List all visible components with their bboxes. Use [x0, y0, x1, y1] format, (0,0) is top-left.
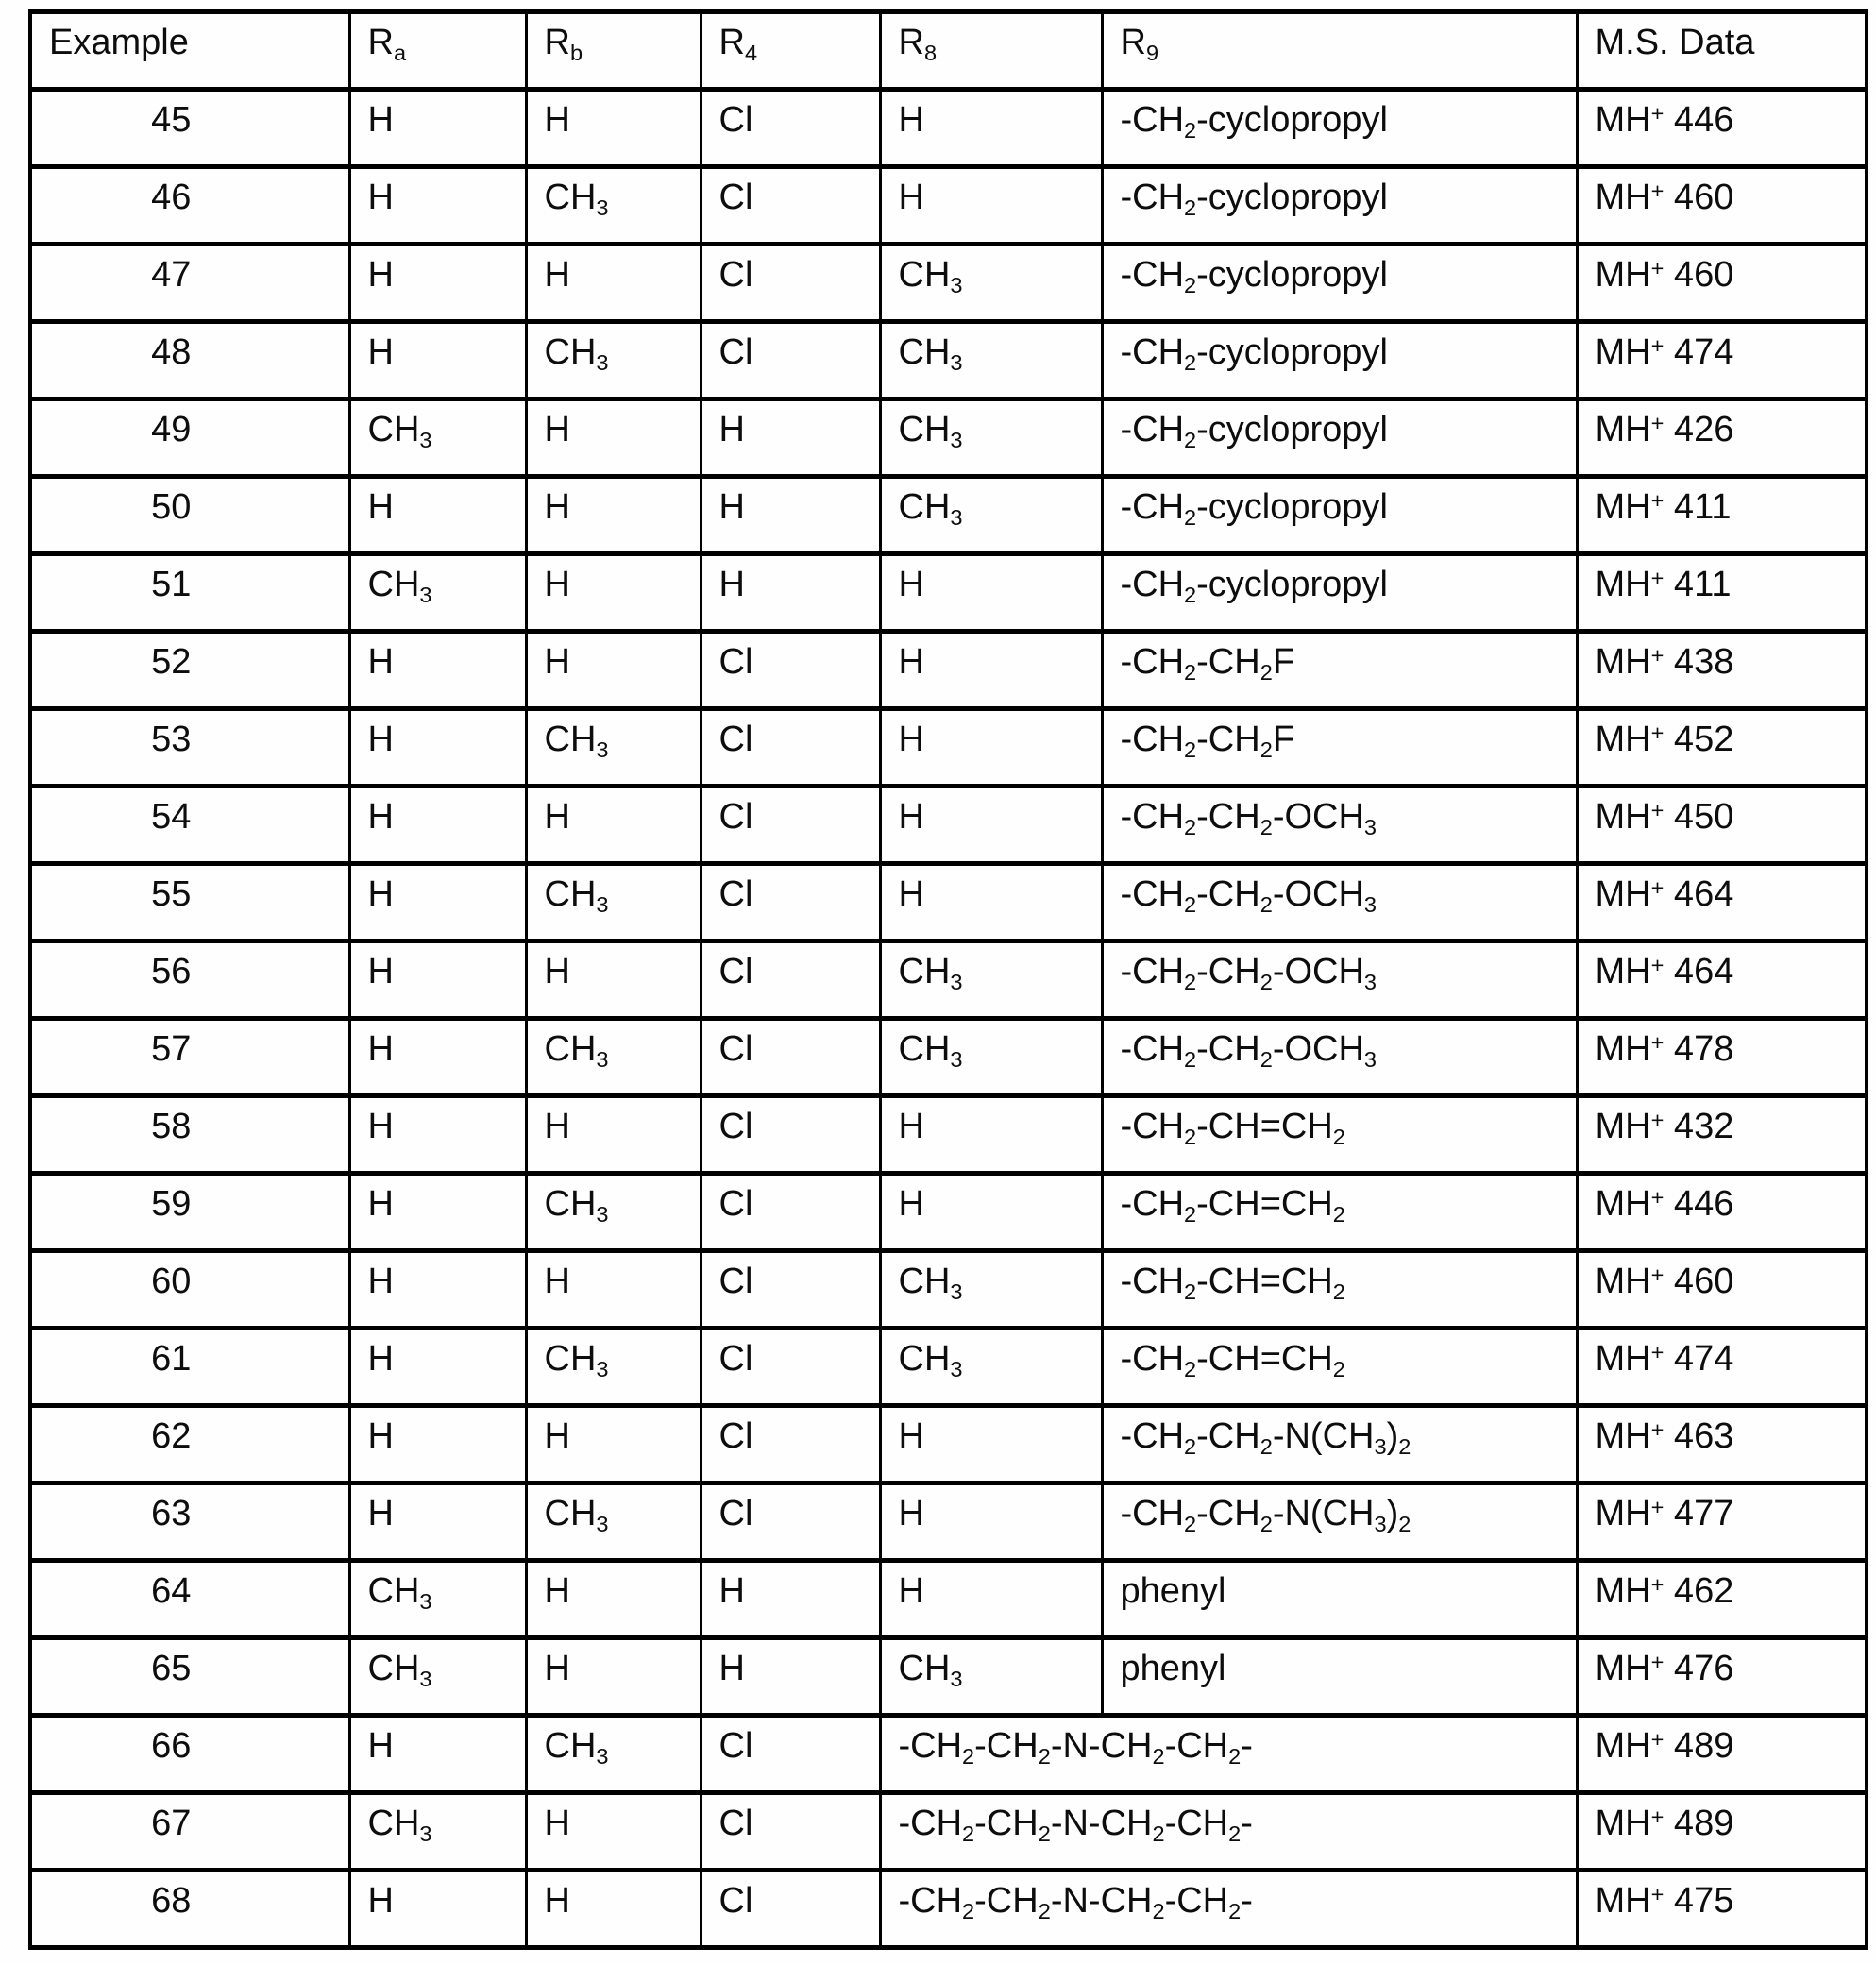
cell-ra: H	[349, 90, 526, 167]
cell-r8: H	[880, 864, 1102, 941]
cell-example: 50	[30, 477, 349, 554]
cell-rb: $CH_3$	[526, 1716, 701, 1793]
table-row	[30, 1871, 1867, 1948]
cell-ra: H	[349, 1096, 526, 1174]
cell-r8: H	[880, 1483, 1102, 1561]
cell-example: 55	[30, 864, 349, 941]
cell-example: 46	[30, 167, 349, 245]
cell-r9: $-CH_2$-cyclopropyl	[1102, 554, 1577, 632]
cell-ra: $CH_3$	[349, 399, 526, 477]
cell-r8: $CH_3$	[880, 1329, 1102, 1406]
cell-ra: H	[349, 1251, 526, 1329]
table-row	[30, 1329, 1867, 1406]
table-row	[30, 1483, 1867, 1561]
cell-rb: H	[526, 787, 701, 864]
cell-ms-data: MH+ 446	[1577, 1174, 1867, 1251]
cell-rb: H	[526, 1638, 701, 1716]
table-row	[30, 245, 1867, 322]
cell-r8: H	[880, 787, 1102, 864]
cell-r9: $-CH_2$-cyclopropyl	[1102, 399, 1577, 477]
cell-example: 51	[30, 554, 349, 632]
cell-r4: Cl	[701, 1716, 880, 1793]
compound-table	[28, 9, 1868, 1950]
cell-example: 54	[30, 787, 349, 864]
cell-r8: H	[880, 167, 1102, 245]
cell-ms-data: MH+ 426	[1577, 399, 1867, 477]
cell-r8: H	[880, 1406, 1102, 1483]
cell-r4: Cl	[701, 941, 880, 1019]
cell-r8: $CH_3$	[880, 477, 1102, 554]
column-header-r8: $R_8$	[880, 12, 1102, 90]
cell-r9: $-CH_2-CH=CH_2$	[1102, 1096, 1577, 1174]
cell-rb: H	[526, 632, 701, 709]
cell-ms-data: MH+ 438	[1577, 632, 1867, 709]
cell-r9: phenyl	[1102, 1638, 1577, 1716]
cell-rb: H	[526, 477, 701, 554]
cell-r8: H	[880, 1561, 1102, 1638]
table-row	[30, 1096, 1867, 1174]
cell-ra: H	[349, 1716, 526, 1793]
cell-ms-data: MH+ 475	[1577, 1871, 1867, 1948]
table-row	[30, 864, 1867, 941]
cell-example: 58	[30, 1096, 349, 1174]
cell-r9: $-CH_2-CH=CH_2$	[1102, 1174, 1577, 1251]
cell-ra: H	[349, 1174, 526, 1251]
cell-rb: $CH_3$	[526, 864, 701, 941]
cell-r4: Cl	[701, 167, 880, 245]
cell-r4: Cl	[701, 1019, 880, 1096]
cell-rb: H	[526, 1251, 701, 1329]
cell-rb: $CH_3$	[526, 1329, 701, 1406]
cell-rb: $CH_3$	[526, 167, 701, 245]
cell-r4: Cl	[701, 709, 880, 787]
cell-r9: $-CH_2-CH_2F$	[1102, 632, 1577, 709]
cell-r8-r9-merged: $-CH_2-CH_2-N-CH_2-CH_2-$	[880, 1871, 1577, 1948]
cell-r4: H	[701, 1561, 880, 1638]
cell-example: 59	[30, 1174, 349, 1251]
cell-example: 66	[30, 1716, 349, 1793]
cell-rb: H	[526, 1406, 701, 1483]
cell-example: 45	[30, 90, 349, 167]
cell-example: 68	[30, 1871, 349, 1948]
cell-ra: H	[349, 245, 526, 322]
cell-r9: $-CH_2$-cyclopropyl	[1102, 477, 1577, 554]
table-row	[30, 1716, 1867, 1793]
cell-r4: Cl	[701, 787, 880, 864]
cell-example: 56	[30, 941, 349, 1019]
column-header-ms-data: M.S. Data	[1577, 12, 1867, 90]
cell-r8: H	[880, 709, 1102, 787]
cell-r8: $CH_3$	[880, 1638, 1102, 1716]
cell-ra: H	[349, 322, 526, 399]
cell-rb: $CH_3$	[526, 709, 701, 787]
cell-r8: $CH_3$	[880, 1019, 1102, 1096]
cell-r8: H	[880, 554, 1102, 632]
cell-r9: $-CH_2-CH_2-OCH_3$	[1102, 864, 1577, 941]
cell-example: 60	[30, 1251, 349, 1329]
cell-r9: $-CH_2$-cyclopropyl	[1102, 245, 1577, 322]
cell-ra: H	[349, 1406, 526, 1483]
cell-ms-data: MH+ 411	[1577, 477, 1867, 554]
table-row	[30, 1793, 1867, 1871]
cell-r4: Cl	[701, 90, 880, 167]
cell-ra: $CH_3$	[349, 1638, 526, 1716]
cell-ra: H	[349, 477, 526, 554]
cell-ms-data: MH+ 460	[1577, 245, 1867, 322]
table-body	[30, 90, 1867, 1948]
cell-ra: H	[349, 941, 526, 1019]
cell-example: 61	[30, 1329, 349, 1406]
cell-r4: H	[701, 1638, 880, 1716]
column-header-r9: $R_9$	[1102, 12, 1577, 90]
cell-rb: H	[526, 554, 701, 632]
cell-rb: H	[526, 1096, 701, 1174]
table-row	[30, 1406, 1867, 1483]
table-row	[30, 90, 1867, 167]
cell-r4: H	[701, 554, 880, 632]
cell-r4: Cl	[701, 1096, 880, 1174]
cell-r9: $-CH_2-CH_2F$	[1102, 709, 1577, 787]
cell-ra: $CH_3$	[349, 1561, 526, 1638]
cell-r4: Cl	[701, 1871, 880, 1948]
cell-r9: phenyl	[1102, 1561, 1577, 1638]
cell-r9: $-CH_2-CH_2-OCH_3$	[1102, 1019, 1577, 1096]
cell-r4: Cl	[701, 1483, 880, 1561]
cell-ra: H	[349, 1019, 526, 1096]
cell-example: 48	[30, 322, 349, 399]
cell-rb: $CH_3$	[526, 322, 701, 399]
cell-r4: H	[701, 477, 880, 554]
cell-ra: $CH_3$	[349, 554, 526, 632]
cell-r4: Cl	[701, 1251, 880, 1329]
cell-r4: Cl	[701, 1174, 880, 1251]
column-header-r4: $R_4$	[701, 12, 880, 90]
cell-rb: H	[526, 245, 701, 322]
cell-r4: Cl	[701, 632, 880, 709]
cell-r4: Cl	[701, 322, 880, 399]
cell-r8: $CH_3$	[880, 1251, 1102, 1329]
cell-ms-data: MH+ 411	[1577, 554, 1867, 632]
cell-r4: Cl	[701, 1793, 880, 1871]
header-row	[30, 12, 1867, 90]
cell-ms-data: MH+ 432	[1577, 1096, 1867, 1174]
table-row	[30, 322, 1867, 399]
cell-r8: H	[880, 90, 1102, 167]
cell-r9: $-CH_2-CH=CH_2$	[1102, 1329, 1577, 1406]
cell-example: 62	[30, 1406, 349, 1483]
cell-r4: Cl	[701, 245, 880, 322]
table-row	[30, 554, 1867, 632]
table-row	[30, 1561, 1867, 1638]
cell-rb: $CH_3$	[526, 1019, 701, 1096]
cell-example: 57	[30, 1019, 349, 1096]
cell-ra: H	[349, 1871, 526, 1948]
cell-r9: $-CH_2-CH=CH_2$	[1102, 1251, 1577, 1329]
cell-example: 67	[30, 1793, 349, 1871]
cell-ms-data: MH+ 463	[1577, 1406, 1867, 1483]
table-row	[30, 1251, 1867, 1329]
cell-ms-data: MH+ 450	[1577, 787, 1867, 864]
cell-r8: $CH_3$	[880, 941, 1102, 1019]
cell-example: 47	[30, 245, 349, 322]
cell-r4: Cl	[701, 1329, 880, 1406]
cell-rb: H	[526, 1871, 701, 1948]
cell-rb: H	[526, 90, 701, 167]
column-header-example: Example	[30, 12, 349, 90]
cell-ms-data: MH+ 464	[1577, 941, 1867, 1019]
cell-example: 52	[30, 632, 349, 709]
cell-r8-r9-merged: $-CH_2-CH_2-N-CH_2-CH_2-$	[880, 1793, 1577, 1871]
cell-ms-data: MH+ 464	[1577, 864, 1867, 941]
column-header-rb: $R_b$	[526, 12, 701, 90]
cell-ms-data: MH+ 462	[1577, 1561, 1867, 1638]
cell-r9: $-CH_2-CH_2-OCH_3$	[1102, 787, 1577, 864]
cell-r8: H	[880, 632, 1102, 709]
table-row	[30, 1019, 1867, 1096]
cell-r9: $-CH_2$-cyclopropyl	[1102, 167, 1577, 245]
cell-ra: H	[349, 632, 526, 709]
cell-r8: $CH_3$	[880, 399, 1102, 477]
cell-r9: $-CH_2-CH_2-OCH_3$	[1102, 941, 1577, 1019]
cell-ms-data: MH+ 489	[1577, 1793, 1867, 1871]
cell-example: 53	[30, 709, 349, 787]
cell-rb: $CH_3$	[526, 1483, 701, 1561]
cell-ms-data: MH+ 446	[1577, 90, 1867, 167]
cell-ms-data: MH+ 489	[1577, 1716, 1867, 1793]
cell-r8-r9-merged: $-CH_2-CH_2-N-CH_2-CH_2-$	[880, 1716, 1577, 1793]
column-header-ra: $R_a$	[349, 12, 526, 90]
cell-rb: H	[526, 941, 701, 1019]
table-row	[30, 477, 1867, 554]
cell-r9: $-CH_2-CH_2-N(CH_3)_2$	[1102, 1483, 1577, 1561]
cell-r8: H	[880, 1096, 1102, 1174]
cell-r8: $CH_3$	[880, 245, 1102, 322]
cell-ms-data: MH+ 460	[1577, 1251, 1867, 1329]
cell-ms-data: MH+ 474	[1577, 1329, 1867, 1406]
cell-rb: $CH_3$	[526, 1174, 701, 1251]
cell-r9: $-CH_2$-cyclopropyl	[1102, 90, 1577, 167]
table-row	[30, 632, 1867, 709]
cell-ra: H	[349, 864, 526, 941]
cell-example: 64	[30, 1561, 349, 1638]
table-row	[30, 1174, 1867, 1251]
cell-example: 65	[30, 1638, 349, 1716]
cell-ms-data: MH+ 474	[1577, 322, 1867, 399]
table-row	[30, 167, 1867, 245]
table-row	[30, 1638, 1867, 1716]
cell-ms-data: MH+ 478	[1577, 1019, 1867, 1096]
cell-ra: H	[349, 167, 526, 245]
cell-r8: H	[880, 1174, 1102, 1251]
cell-example: 49	[30, 399, 349, 477]
cell-ra: H	[349, 1329, 526, 1406]
cell-ra: H	[349, 1483, 526, 1561]
table-row	[30, 709, 1867, 787]
cell-ms-data: MH+ 476	[1577, 1638, 1867, 1716]
cell-ms-data: MH+ 460	[1577, 167, 1867, 245]
cell-rb: H	[526, 1793, 701, 1871]
cell-r8: $CH_3$	[880, 322, 1102, 399]
table-row	[30, 941, 1867, 1019]
cell-r4: Cl	[701, 1406, 880, 1483]
cell-r9: $-CH_2-CH_2-N(CH_3)_2$	[1102, 1406, 1577, 1483]
table-row	[30, 787, 1867, 864]
cell-r4: Cl	[701, 864, 880, 941]
cell-ra: H	[349, 787, 526, 864]
cell-ra: H	[349, 709, 526, 787]
cell-rb: H	[526, 1561, 701, 1638]
cell-r9: $-CH_2$-cyclopropyl	[1102, 322, 1577, 399]
cell-example: 63	[30, 1483, 349, 1561]
cell-r4: H	[701, 399, 880, 477]
cell-ms-data: MH+ 452	[1577, 709, 1867, 787]
cell-ms-data: MH+ 477	[1577, 1483, 1867, 1561]
cell-rb: H	[526, 399, 701, 477]
table-row	[30, 399, 1867, 477]
cell-ra: $CH_3$	[349, 1793, 526, 1871]
